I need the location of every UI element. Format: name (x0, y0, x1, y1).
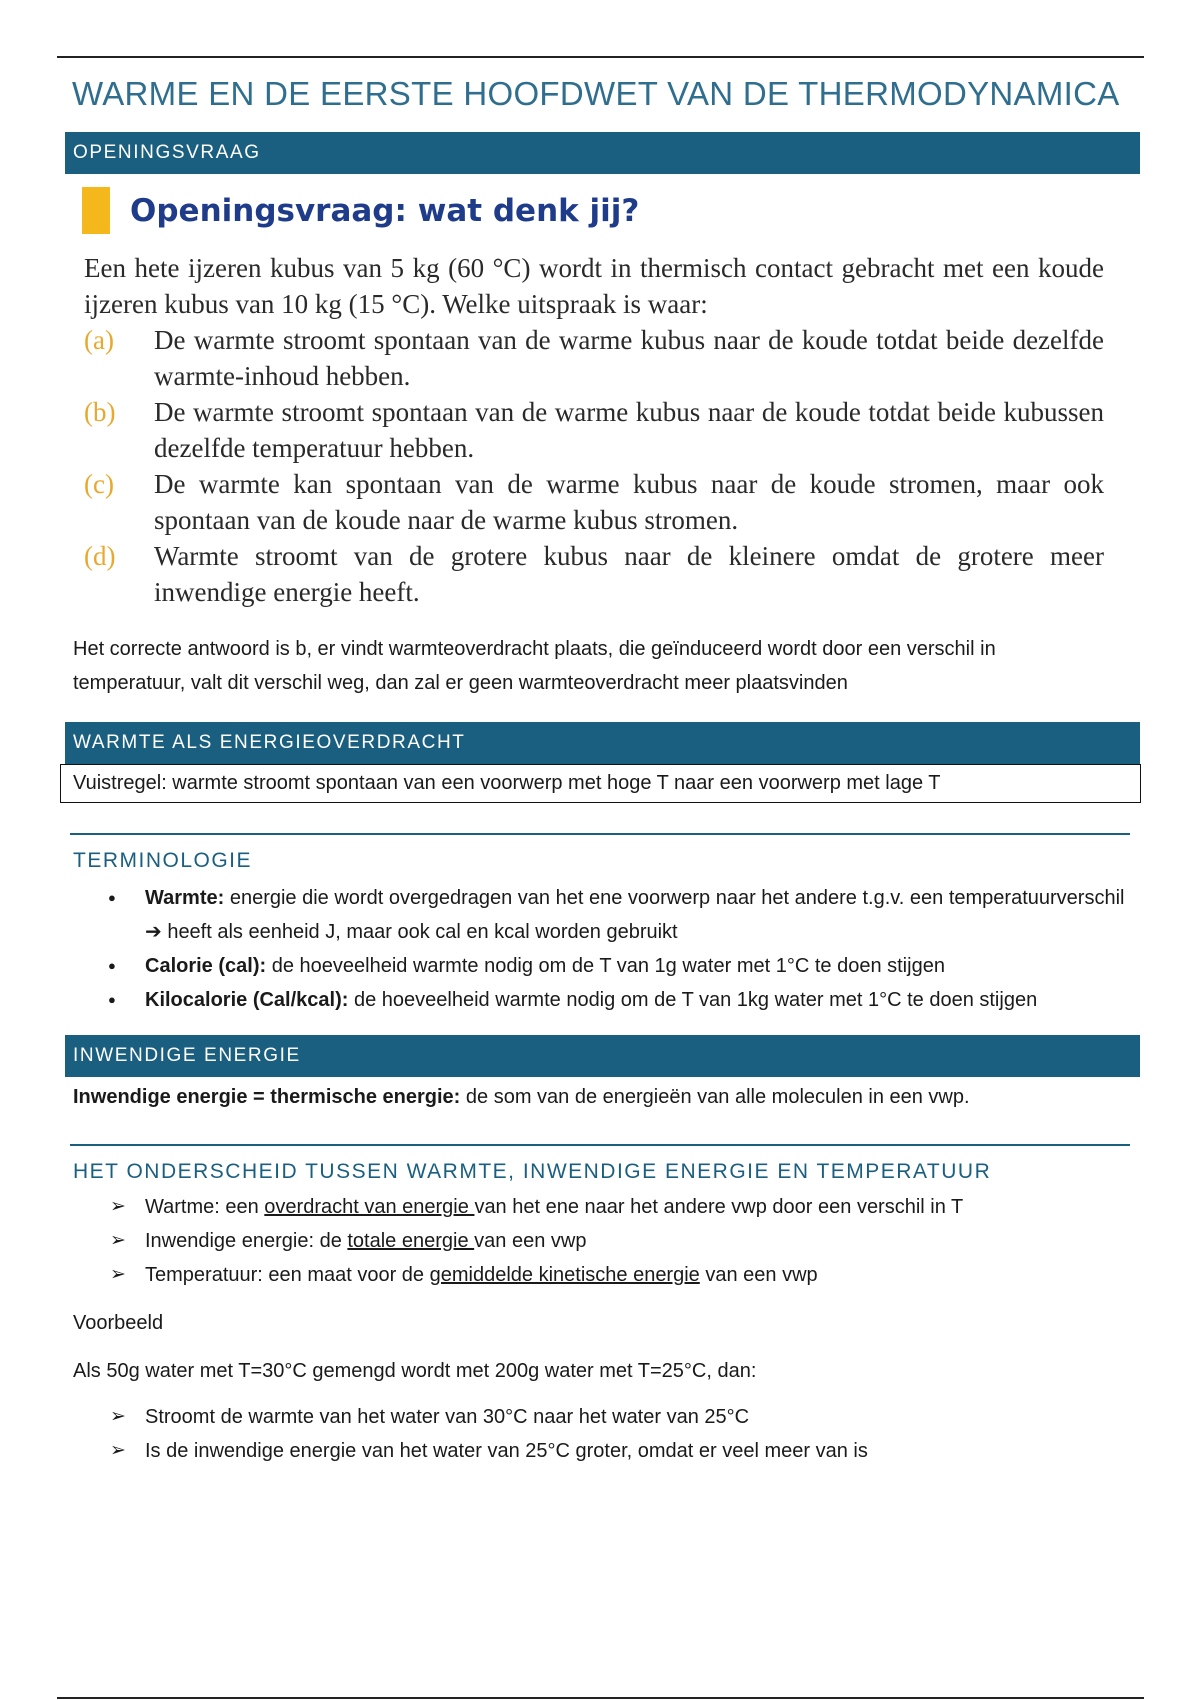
difference-heading: HET ONDERSCHEID TUSSEN WARMTE, INWENDIGE ENERGIE EN TEMPERATUUR (73, 1160, 992, 1183)
section-band-opening: OPENINGSVRAAG (65, 132, 1140, 174)
term: Inwendige energie = thermische energie: (73, 1086, 461, 1108)
list-item (65, 1258, 1140, 1292)
option-a (84, 322, 1104, 394)
option-label: (c) (84, 469, 114, 499)
example-label: Voorbeeld (73, 1312, 164, 1334)
example-list (65, 1400, 1140, 1468)
section-divider (70, 1144, 1130, 1146)
document-title: WARME EN DE EERSTE HOOFDWET VAN DE THERMODYNAMICA (72, 75, 1120, 112)
option-b (84, 394, 1104, 466)
list-item: ➢ Stroomt de warmte van het water van 30°C naar het water van 25°C (65, 1400, 1140, 1434)
underlined-term: gemiddelde kinetische energie (429, 1264, 700, 1286)
item-text: Wartme: een (145, 1196, 265, 1218)
question-title: Openingsvraag: wat denk jij? (130, 192, 640, 229)
item-text: Temperatuur: een maat voor de (145, 1264, 430, 1286)
section-divider (70, 833, 1130, 835)
option-d (84, 538, 1104, 610)
example-text: Als 50g water met T=30°C gemengd wordt met 200g water met T=25°C, dan: (73, 1360, 757, 1382)
rule-of-thumb-box: Vuistregel: warmte stroomt spontaan van een voorwerp met hoge T naar een voorwerp met lage T (60, 764, 1141, 803)
item-text: Inwendige energie: de (145, 1230, 348, 1252)
underlined-term: totale energie (347, 1230, 475, 1252)
list-item (65, 983, 1145, 1017)
option-text: De warmte stroomt spontaan van de warme kubus naar de koude totdat beide kubussen dezelfde temperatuur hebben. (154, 397, 1104, 463)
list-item: ➢ Is de inwendige energie van het water van 25°C groter, omdat er veel meer van is (65, 1434, 1140, 1468)
term: Calorie (cal): (145, 955, 267, 977)
option-text: Warmte stroomt van de grotere kubus naar de kleinere omdat de grotere meer inwendige energie heeft. (154, 541, 1104, 607)
option-label: (d) (84, 541, 116, 571)
question-intro: Een hete ijzeren kubus van 5 kg (60 °C) wordt in thermisch contact gebracht met een koude ijzeren kubus van 10 kg (15 °C). Welke uitspraak is waar: (84, 253, 1104, 319)
term: Kilocalorie (Cal/kcal): (145, 989, 349, 1011)
underlined-term: overdracht van energie (264, 1196, 475, 1218)
option-text: De warmte stroomt spontaan van de warme kubus naar de koude totdat beide dezelfde warmte-inhoud hebben. (154, 325, 1104, 391)
option-c (84, 466, 1104, 538)
list-item (65, 949, 1145, 983)
terminology-heading: TERMINOLOGIE (73, 849, 253, 872)
section-band-transfer: WARMTE ALS ENERGIEOVERDRACHT (65, 722, 1140, 764)
option-label: (a) (84, 325, 114, 355)
bottom-rule (57, 1697, 1144, 1699)
term-definition: energie die wordt overgedragen van het ene voorwerp naar het andere t.g.v. een temperatuurverschil (224, 887, 1125, 909)
terminology-list (65, 881, 1140, 1017)
item-text: van een vwp (474, 1230, 587, 1252)
list-item (65, 1190, 1140, 1224)
term-definition: de hoeveelheid warmte nodig om de T van 1g water met 1°C te doen stijgen (266, 955, 945, 977)
accent-bar (82, 187, 110, 234)
term-definition: de som van de energieën van alle moleculen in een vwp. (460, 1086, 970, 1108)
term-definition: de hoeveelheid warmte nodig om de T van 1kg water met 1°C te doen stijgen (348, 989, 1038, 1011)
document-page (65, 70, 1140, 1468)
list-item (65, 881, 1145, 915)
option-text: De warmte kan spontaan van de warme kubus naar de koude stromen, maar ook spontaan van de koude naar de warme kubus stromen. (154, 469, 1104, 535)
option-label: (b) (84, 397, 116, 427)
term-note: ➔ heeft als eenheid J, maar ook cal en kcal worden gebruikt (145, 921, 678, 943)
difference-list (65, 1190, 1140, 1292)
list-item (65, 1224, 1140, 1258)
internal-energy-definition (73, 1080, 1140, 1114)
term: Warmte: (145, 887, 225, 909)
item-text: van het ene naar het andere vwp door een verschil in T (474, 1196, 964, 1218)
section-band-internal-energy: INWENDIGE ENERGIE (65, 1035, 1140, 1077)
top-rule (57, 56, 1144, 58)
item-text: van een vwp (699, 1264, 818, 1286)
answer-paragraph: Het correcte antwoord is b, er vindt warmteoverdracht plaats, die geïnduceerd wordt door een verschil in temperatuur, valt dit verschil weg, dan zal er geen warmteoverdracht meer plaatsvinden (73, 638, 996, 694)
question-heading (82, 187, 1140, 234)
